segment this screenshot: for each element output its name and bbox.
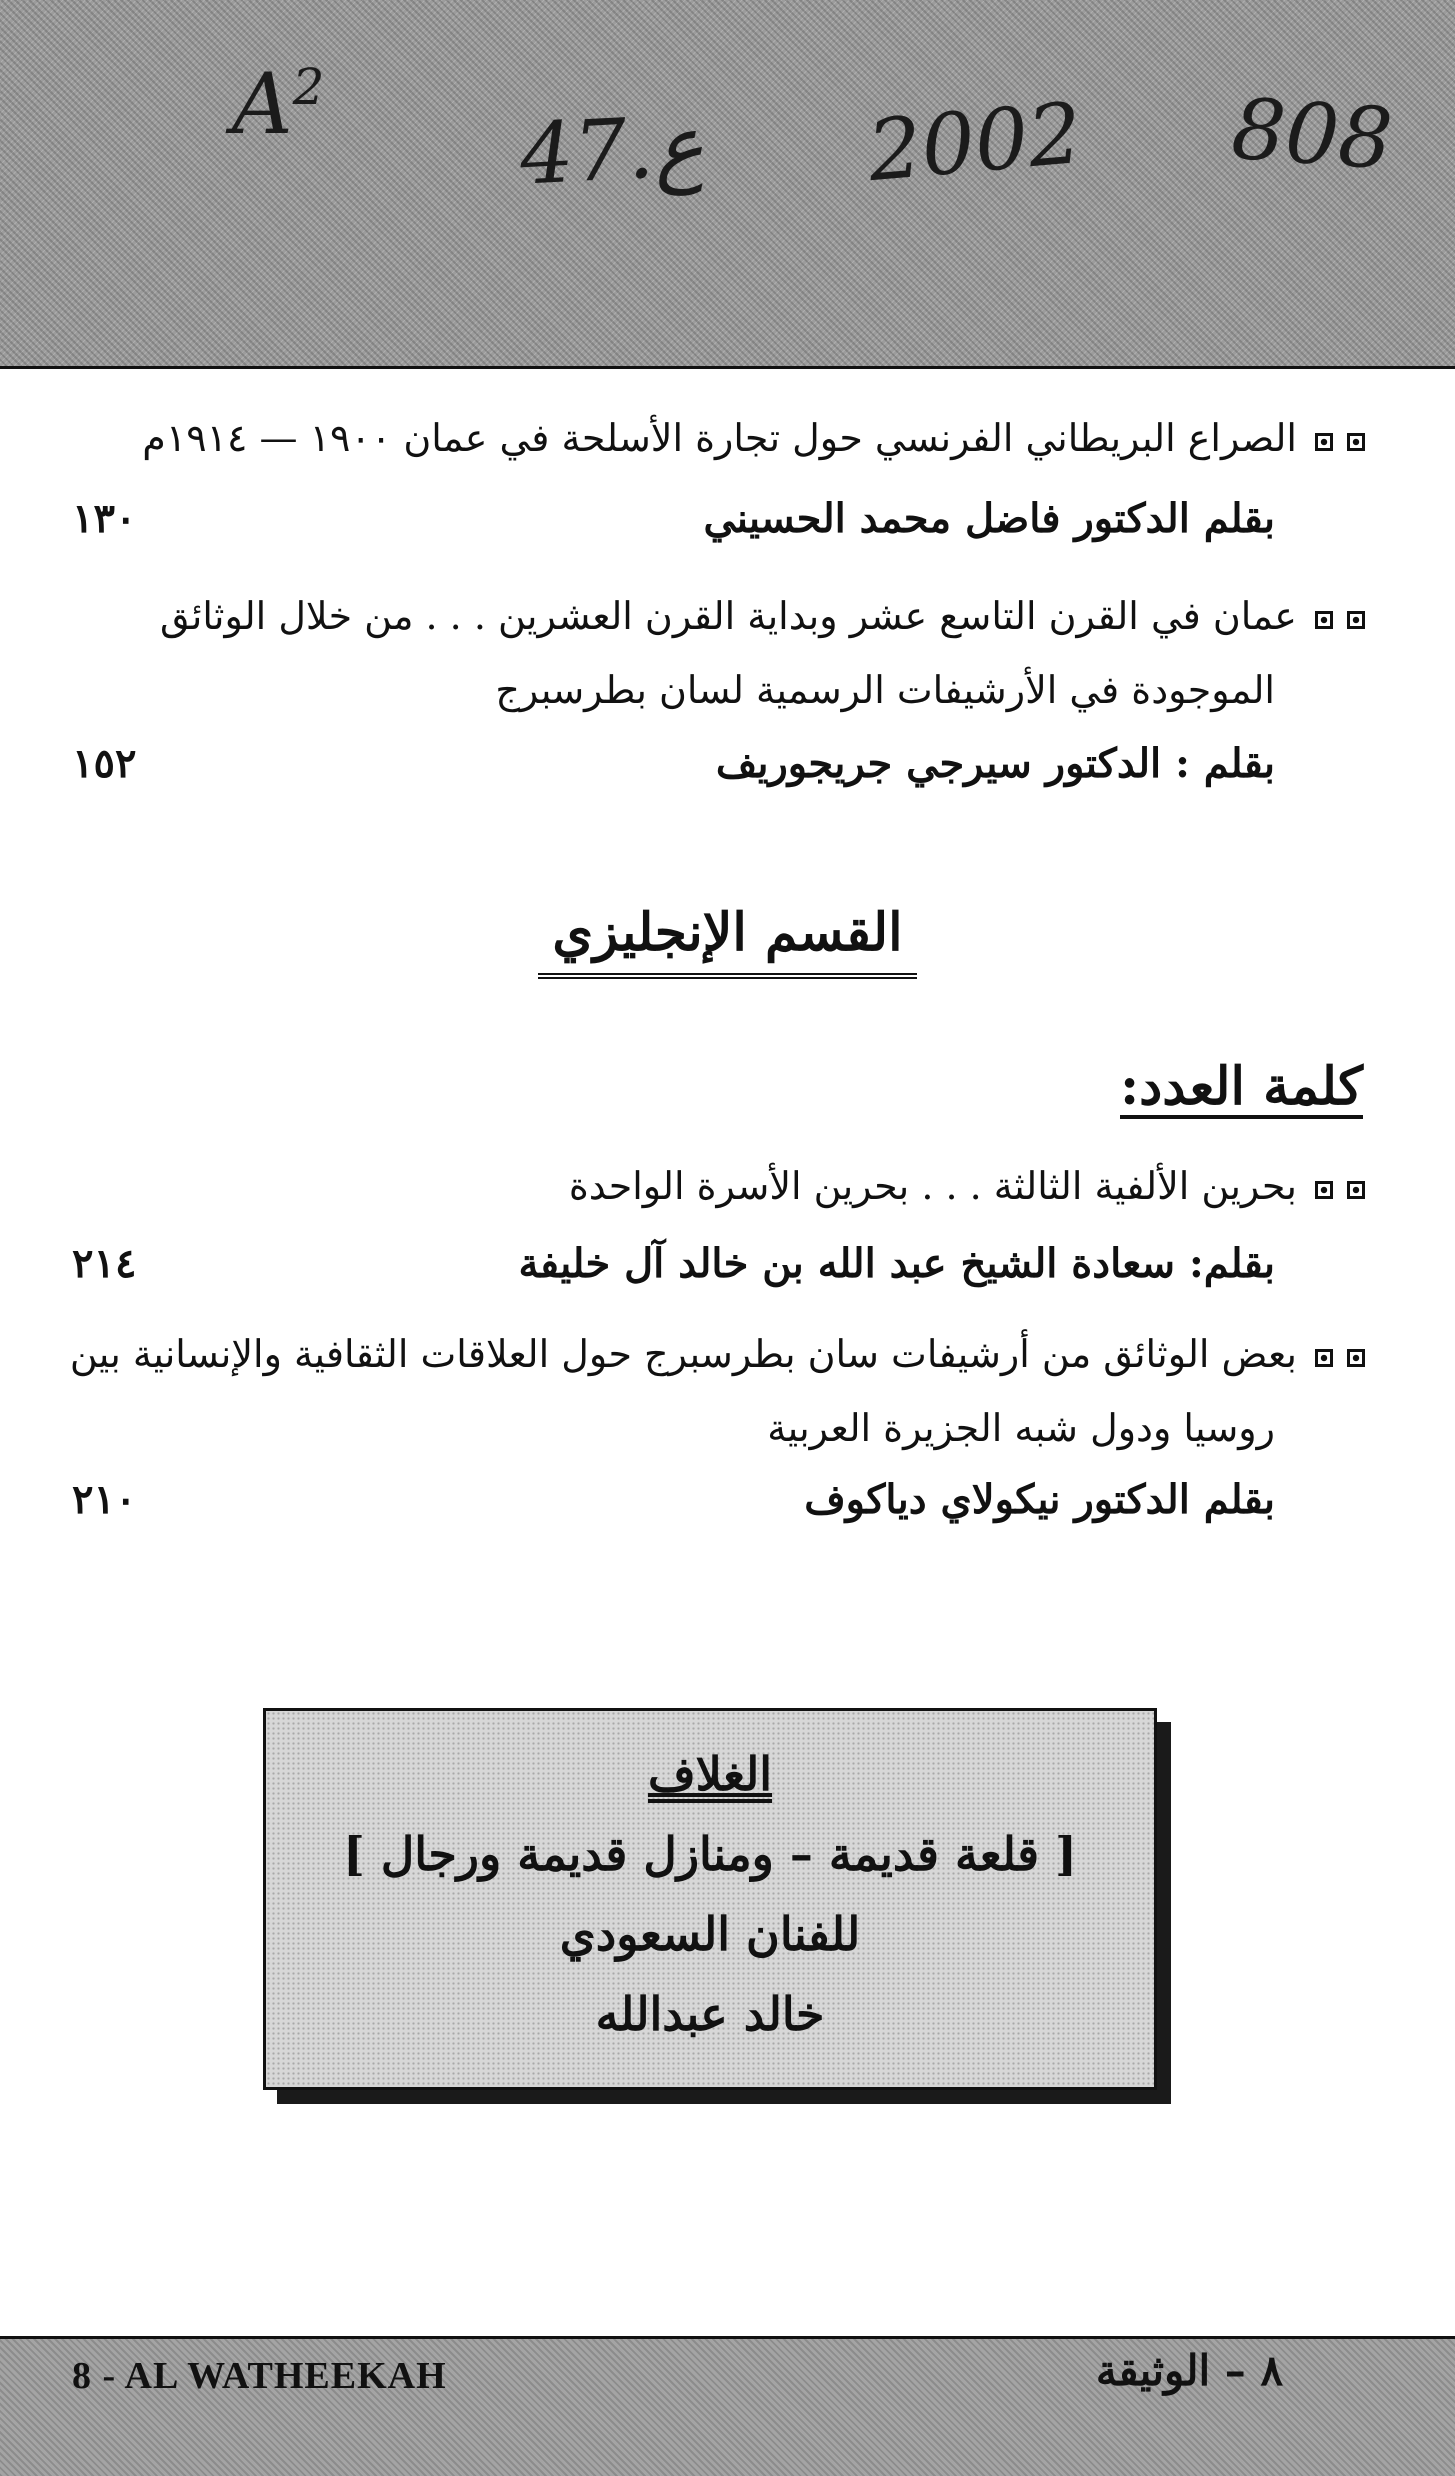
issue-word-heading: كلمة العدد: [1120, 1058, 1363, 1119]
toc-entry-page: ١٥٢ [72, 740, 137, 787]
square-bullet-icon [1347, 433, 1365, 451]
toc-entry-author: بقلم الدكتور نيكولاي دياكوف [804, 1476, 1275, 1523]
toc-entry-author: بقلم: سعادة الشيخ عبد الله بن خالد آل خليفة [518, 1240, 1275, 1287]
header-band [0, 0, 1455, 368]
square-bullet-icon [1315, 1181, 1333, 1199]
square-bullet-icon [1315, 611, 1333, 629]
square-bullet-icon [1315, 433, 1333, 451]
toc-entry-page: ٢١٤ [72, 1240, 137, 1287]
toc-entry-title: بعض الوثائق من أرشيفات سان بطرسبرج حول العلاقات الثقافية والإنسانية بين [60, 1316, 1365, 1392]
cover-info-box [263, 1708, 1157, 2090]
cover-title: الغلاف [647, 1747, 773, 1801]
cover-artist-label: للفنان السعودي [559, 1907, 861, 1961]
footer-page-label: ٨ – الوثيقة [1095, 2346, 1283, 2395]
section-title: القسم الإنجليزي [0, 902, 1455, 979]
toc-entry-title: بحرين الألفية الثالثة . . . بحرين الأسرة الواحدة [60, 1148, 1365, 1224]
cover-artist-name: خالد عبدالله [595, 1987, 825, 2041]
handwritten-mark-c: 2002 [864, 83, 1086, 201]
toc-entry-author: بقلم الدكتور فاضل محمد الحسيني [703, 495, 1275, 542]
square-bullet-icon [1347, 1349, 1365, 1367]
square-bullet-icon [1315, 1349, 1333, 1367]
toc-entry-author: بقلم : الدكتور سيرجي جريجوريف [715, 740, 1275, 787]
header-rule [0, 366, 1455, 369]
toc-entry-title: الصراع البريطاني الفرنسي حول تجارة الأسلحة في عمان ١٩٠٠ — ١٩١٤م [60, 400, 1365, 476]
toc-entry-title-line: الموجودة في الأرشيفات الرسمية لسان بطرسبرج [495, 668, 1275, 712]
toc-entry-page: ٢١٠ [72, 1476, 137, 1523]
handwritten-mark-d: 808 [1228, 79, 1396, 189]
toc-entry-page: ١٣٠ [72, 495, 137, 542]
toc-entry-title: عمان في القرن التاسع عشر وبداية القرن العشرين . . . من خلال الوثائق [60, 578, 1365, 654]
footer-journal-name: 8 - AL WATHEEKAH [72, 2355, 447, 2397]
handwritten-mark-a: $A^2$ [232, 55, 325, 153]
square-bullet-icon [1347, 611, 1365, 629]
square-bullet-icon [1347, 1181, 1365, 1199]
cover-description: [ قلعة قديمة – ومنازل قديمة ورجال ] [343, 1827, 1077, 1881]
handwritten-mark-b: 47.ع [517, 96, 707, 204]
toc-entry-title-line: روسيا ودول شبه الجزيرة العربية [767, 1406, 1275, 1450]
